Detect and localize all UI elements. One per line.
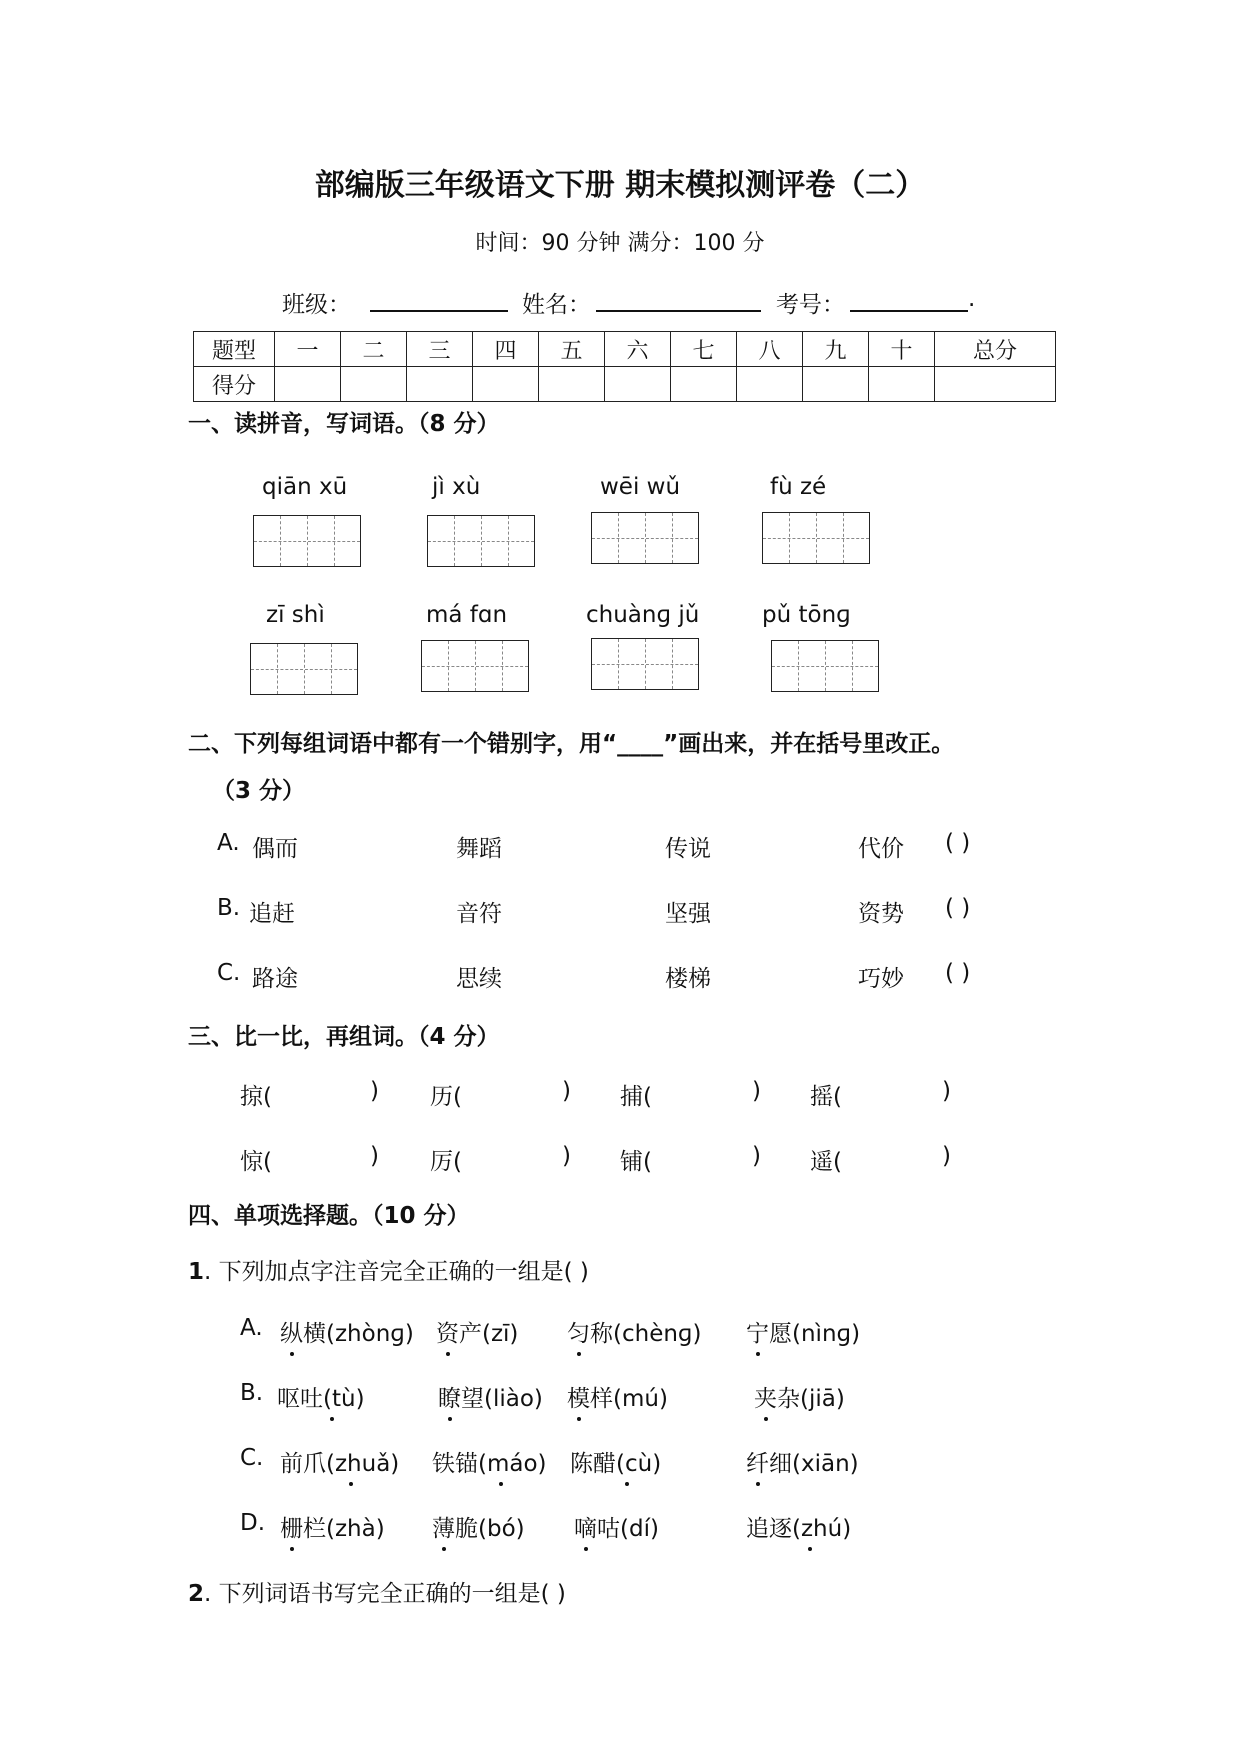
compare-close: ) bbox=[752, 1078, 761, 1104]
compare-char: 掠( bbox=[240, 1084, 272, 1110]
option-rest: 产(zī) bbox=[459, 1321, 519, 1347]
pinyin-option[interactable] bbox=[754, 1380, 845, 1413]
dotted-char: 锚(máo) bbox=[455, 1445, 547, 1478]
class-field[interactable] bbox=[370, 286, 508, 312]
option-label: C. bbox=[217, 960, 241, 986]
name-label: 姓名： bbox=[522, 292, 591, 318]
option-rest: 咕(dí) bbox=[597, 1516, 659, 1542]
writing-grid[interactable] bbox=[762, 512, 870, 564]
pinyin-option[interactable] bbox=[746, 1315, 860, 1348]
compare-close: ) bbox=[752, 1143, 761, 1169]
compare-close: ) bbox=[942, 1143, 951, 1169]
exam-no-label: 考号： bbox=[776, 292, 845, 318]
score-header-cell: 题型 bbox=[194, 332, 275, 367]
word: 坚强 bbox=[665, 901, 711, 927]
class-label: 班级： bbox=[282, 292, 351, 318]
option-label: A. bbox=[217, 830, 240, 856]
question-2 bbox=[188, 1575, 566, 1608]
score-header-cell: 七 bbox=[671, 332, 737, 367]
pinyin-option[interactable] bbox=[746, 1445, 859, 1478]
option-rest: 样(mú) bbox=[590, 1386, 668, 1412]
period: . bbox=[968, 286, 976, 312]
dotted-char: 爪(zhuǎ) bbox=[303, 1445, 399, 1478]
score-table-score-row bbox=[194, 367, 1056, 402]
pinyin-option[interactable] bbox=[574, 1510, 659, 1543]
pinyin-label: wēi wǔ bbox=[600, 474, 681, 500]
word: 资势 bbox=[858, 901, 904, 927]
word: 路途 bbox=[252, 966, 298, 992]
compare-char: 惊( bbox=[240, 1149, 272, 1175]
option-label: B. bbox=[217, 895, 241, 921]
pinyin-label: zī shì bbox=[266, 602, 325, 628]
compare-char: 铺( bbox=[620, 1149, 652, 1175]
option-rest: 愿(nìnɡ) bbox=[769, 1321, 861, 1347]
pinyin-option[interactable] bbox=[570, 1445, 661, 1478]
compare-close: ) bbox=[942, 1078, 951, 1104]
pinyin-label: pǔ tōnɡ bbox=[762, 602, 851, 628]
option-first: 呕 bbox=[277, 1386, 300, 1412]
pinyin-label: má fɑn bbox=[426, 602, 508, 628]
score-cell[interactable] bbox=[473, 367, 539, 402]
pinyin-option[interactable] bbox=[436, 1315, 518, 1348]
word: 舞蹈 bbox=[456, 836, 502, 862]
score-cell[interactable] bbox=[869, 367, 935, 402]
question-number: 2 bbox=[188, 1581, 205, 1607]
score-table-header-row bbox=[194, 332, 1056, 367]
pinyin-option[interactable] bbox=[567, 1380, 668, 1413]
compare-close: ) bbox=[370, 1078, 379, 1104]
dotted-char: 瞭 bbox=[438, 1380, 461, 1413]
word: 偶而 bbox=[252, 836, 298, 862]
exam-time-score: 时间：90 分钟 满分：100 分 bbox=[475, 231, 765, 256]
section2-score: （3 分） bbox=[212, 778, 306, 804]
dotted-char: 栅 bbox=[280, 1510, 303, 1543]
score-header-cell: 五 bbox=[539, 332, 605, 367]
word: 楼梯 bbox=[665, 966, 711, 992]
dotted-char: 逐(zhú) bbox=[769, 1510, 851, 1543]
section2-heading: 二、下列每组词语中都有一个错别字，用“____”画出来，并在括号里改正。 bbox=[188, 731, 955, 757]
page-title: 部编版三年级语文下册 期末模拟测评卷（二） bbox=[314, 168, 926, 203]
option-label: C. bbox=[240, 1445, 264, 1471]
dotted-char: 醋(cù) bbox=[593, 1445, 661, 1478]
dotted-char: 宁 bbox=[746, 1315, 769, 1348]
writing-grid[interactable] bbox=[253, 515, 361, 567]
score-row-label: 得分 bbox=[194, 367, 275, 402]
option-rest: 称(chènɡ) bbox=[590, 1321, 702, 1347]
answer-paren[interactable]: ( ) bbox=[945, 830, 971, 856]
pinyin-option[interactable] bbox=[746, 1510, 851, 1543]
option-label: B. bbox=[240, 1380, 264, 1406]
compare-char: 摇( bbox=[810, 1084, 842, 1110]
compare-char: 捕( bbox=[620, 1084, 652, 1110]
pinyin-label: fù zé bbox=[770, 474, 827, 500]
score-cell[interactable] bbox=[539, 367, 605, 402]
pinyin-option[interactable] bbox=[432, 1510, 525, 1543]
option-first: 前 bbox=[280, 1451, 303, 1477]
score-cell[interactable] bbox=[803, 367, 869, 402]
writing-grid[interactable] bbox=[421, 640, 529, 692]
writing-grid[interactable] bbox=[771, 640, 879, 692]
writing-grid[interactable] bbox=[250, 643, 358, 695]
section1-heading: 一、读拼音，写词语。（8 分） bbox=[188, 411, 500, 437]
compare-char: 厉( bbox=[430, 1149, 462, 1175]
question-text: . 下列词语书写完全正确的一组是( ) bbox=[204, 1581, 566, 1607]
pinyin-option[interactable] bbox=[567, 1315, 702, 1348]
section4-heading: 四、单项选择题。（10 分） bbox=[188, 1203, 470, 1229]
word: 思续 bbox=[456, 966, 502, 992]
score-cell[interactable] bbox=[671, 367, 737, 402]
pinyin-option[interactable] bbox=[280, 1445, 399, 1478]
score-table bbox=[193, 331, 1056, 402]
word: 传说 bbox=[665, 836, 711, 862]
option-rest: 杂(jiā) bbox=[777, 1386, 845, 1412]
writing-grid[interactable] bbox=[591, 512, 699, 564]
dotted-char: 纤 bbox=[746, 1445, 769, 1478]
question-text: . 下列加点字注音完全正确的一组是( ) bbox=[204, 1259, 589, 1285]
dotted-char: 匀 bbox=[567, 1315, 590, 1348]
dotted-char: 资 bbox=[436, 1315, 459, 1348]
score-cell[interactable] bbox=[407, 367, 473, 402]
option-first: 追 bbox=[746, 1516, 769, 1542]
option-label: A. bbox=[240, 1315, 263, 1341]
score-header-cell: 总分 bbox=[935, 332, 1056, 367]
option-label: D. bbox=[240, 1510, 266, 1536]
compare-close: ) bbox=[562, 1078, 571, 1104]
option-rest: 望(liào) bbox=[461, 1386, 543, 1412]
compare-char: 历( bbox=[430, 1084, 462, 1110]
pinyin-option[interactable] bbox=[277, 1380, 365, 1413]
dotted-char: 吐(tù) bbox=[300, 1380, 365, 1413]
score-cell[interactable] bbox=[275, 367, 341, 402]
question-number: 1 bbox=[188, 1259, 205, 1285]
compare-close: ) bbox=[562, 1143, 571, 1169]
pinyin-label: jì xù bbox=[432, 474, 481, 500]
pinyin-label: chuànɡ jǔ bbox=[586, 602, 700, 628]
dotted-char: 夹 bbox=[754, 1380, 777, 1413]
option-rest: 横(zhònɡ) bbox=[303, 1321, 414, 1347]
score-header-cell: 一 bbox=[275, 332, 341, 367]
score-header-cell: 十 bbox=[869, 332, 935, 367]
option-rest: 脆(bó) bbox=[455, 1516, 525, 1542]
word: 追赶 bbox=[249, 901, 295, 927]
score-header-cell: 二 bbox=[341, 332, 407, 367]
score-cell[interactable] bbox=[935, 367, 1056, 402]
exam-no-field[interactable] bbox=[850, 286, 968, 312]
score-header-cell: 九 bbox=[803, 332, 869, 367]
option-rest: 栏(zhà) bbox=[303, 1516, 385, 1542]
pinyin-option[interactable] bbox=[432, 1445, 547, 1478]
option-rest: 细(xiān) bbox=[769, 1451, 859, 1477]
score-header-cell: 八 bbox=[737, 332, 803, 367]
writing-grid[interactable] bbox=[427, 515, 535, 567]
score-header-cell: 四 bbox=[473, 332, 539, 367]
pinyin-option[interactable] bbox=[280, 1315, 414, 1348]
word: 代价 bbox=[858, 836, 904, 862]
option-first: 铁 bbox=[432, 1451, 455, 1477]
answer-paren[interactable]: ( ) bbox=[945, 960, 971, 986]
compare-char: 遥( bbox=[810, 1149, 842, 1175]
option-first: 陈 bbox=[570, 1451, 593, 1477]
name-field[interactable] bbox=[596, 286, 761, 312]
question-1 bbox=[188, 1253, 589, 1286]
pinyin-label: qiān xū bbox=[262, 474, 348, 500]
answer-paren[interactable]: ( ) bbox=[945, 895, 971, 921]
dotted-char: 嘀 bbox=[574, 1510, 597, 1543]
score-cell[interactable] bbox=[341, 367, 407, 402]
dotted-char: 模 bbox=[567, 1380, 590, 1413]
score-header-cell: 三 bbox=[407, 332, 473, 367]
dotted-char: 纵 bbox=[280, 1315, 303, 1348]
compare-close: ) bbox=[370, 1143, 379, 1169]
score-cell[interactable] bbox=[737, 367, 803, 402]
writing-grid[interactable] bbox=[591, 638, 699, 690]
score-header-cell: 六 bbox=[605, 332, 671, 367]
word: 音符 bbox=[456, 901, 502, 927]
dotted-char: 薄 bbox=[432, 1510, 455, 1543]
pinyin-option[interactable] bbox=[438, 1380, 543, 1413]
score-cell[interactable] bbox=[605, 367, 671, 402]
word: 巧妙 bbox=[858, 966, 904, 992]
pinyin-option[interactable] bbox=[280, 1510, 385, 1543]
section3-heading: 三、比一比，再组词。（4 分） bbox=[188, 1024, 500, 1050]
